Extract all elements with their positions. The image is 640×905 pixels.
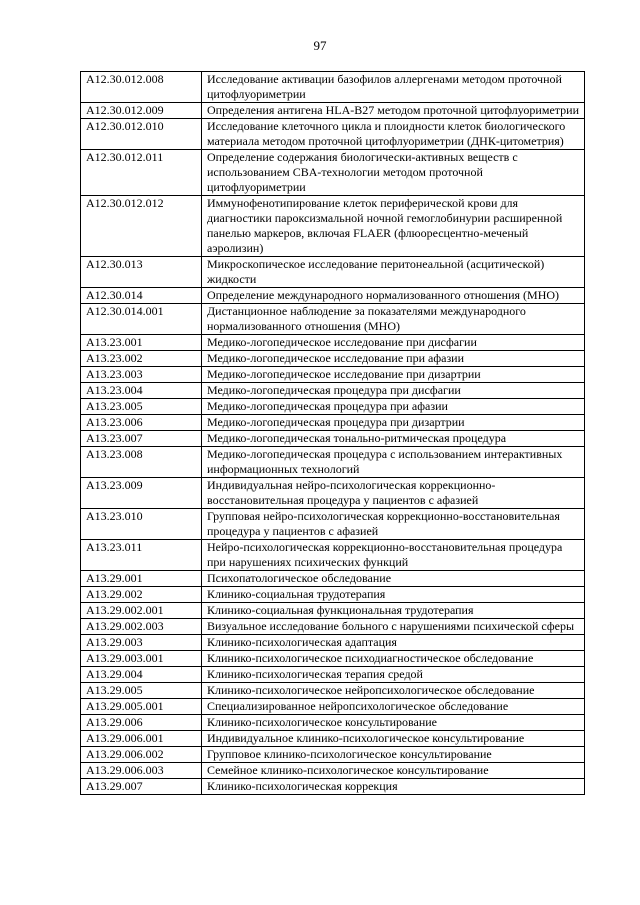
table-row <box>81 635 585 651</box>
service-code-cell: A12.30.012.010 <box>81 119 202 150</box>
table-row <box>81 651 585 667</box>
service-code-cell: A13.29.006 <box>81 715 202 731</box>
table-row <box>81 399 585 415</box>
table-row <box>81 367 585 383</box>
table-row <box>81 509 585 540</box>
table-row <box>81 103 585 119</box>
table-row <box>81 447 585 478</box>
service-code-cell: A13.29.005.001 <box>81 699 202 715</box>
service-name-cell: Групповое клинико-психологическое консультирование <box>202 747 585 763</box>
service-code-cell: A13.29.003.001 <box>81 651 202 667</box>
service-name-cell: Медико-логопедическая процедура при дисфагии <box>202 383 585 399</box>
service-code-cell: A13.29.002 <box>81 587 202 603</box>
service-name-cell: Клинико-психологическая терапия средой <box>202 667 585 683</box>
service-code-cell: A12.30.013 <box>81 257 202 288</box>
table-row <box>81 731 585 747</box>
service-code-cell: A13.29.007 <box>81 779 202 795</box>
table-row <box>81 288 585 304</box>
service-name-cell: Определение международного нормализованного отношения (МНО) <box>202 288 585 304</box>
table-row <box>81 304 585 335</box>
table-row <box>81 715 585 731</box>
service-code-cell: A13.23.011 <box>81 540 202 571</box>
table-row <box>81 415 585 431</box>
service-code-cell: A12.30.012.011 <box>81 150 202 196</box>
service-name-cell: Определения антигена HLA-B27 методом проточной цитофлуориметрии <box>202 103 585 119</box>
service-name-cell: Клинико-психологическая адаптация <box>202 635 585 651</box>
service-name-cell: Визуальное исследование больного с нарушениями психической сферы <box>202 619 585 635</box>
table-row <box>81 571 585 587</box>
service-code-cell: A13.29.006.002 <box>81 747 202 763</box>
service-code-cell: A13.23.009 <box>81 478 202 509</box>
service-name-cell: Медико-логопедическая процедура при дизартрии <box>202 415 585 431</box>
service-code-cell: A13.29.001 <box>81 571 202 587</box>
table-row <box>81 383 585 399</box>
service-code-cell: A13.29.005 <box>81 683 202 699</box>
service-name-cell: Специализированное нейропсихологическое обследование <box>202 699 585 715</box>
table-row <box>81 478 585 509</box>
table-row <box>81 431 585 447</box>
service-name-cell: Медико-логопедическое исследование при дизартрии <box>202 367 585 383</box>
service-name-cell: Клинико-психологическая коррекция <box>202 779 585 795</box>
table-row <box>81 119 585 150</box>
table-row <box>81 72 585 103</box>
service-name-cell: Медико-логопедическая процедура при афазии <box>202 399 585 415</box>
service-code-cell: A13.23.006 <box>81 415 202 431</box>
service-name-cell: Клинико-психологическое нейропсихологическое обследование <box>202 683 585 699</box>
service-name-cell: Клинико-психологическое психодиагностическое обследование <box>202 651 585 667</box>
service-code-cell: A12.30.012.012 <box>81 196 202 257</box>
table-row <box>81 351 585 367</box>
table-row <box>81 603 585 619</box>
service-code-cell: A13.23.007 <box>81 431 202 447</box>
table-row <box>81 257 585 288</box>
table-row <box>81 667 585 683</box>
service-name-cell: Семейное клинико-психологическое консультирование <box>202 763 585 779</box>
services-table <box>80 71 585 795</box>
service-name-cell: Клинико-социальная трудотерапия <box>202 587 585 603</box>
table-body <box>81 72 585 795</box>
table-row <box>81 747 585 763</box>
service-code-cell: A13.29.002.003 <box>81 619 202 635</box>
service-code-cell: A13.29.004 <box>81 667 202 683</box>
service-code-cell: A12.30.012.008 <box>81 72 202 103</box>
service-name-cell: Определение содержания биологически-активных веществ с использованием CBA-технологии методом проточной цитофлуориметрии <box>202 150 585 196</box>
table-row <box>81 683 585 699</box>
service-code-cell: A13.29.002.001 <box>81 603 202 619</box>
service-name-cell: Иммунофенотипирование клеток периферической крови для диагностики пароксизмальной ночной гемоглобинурии расширенной панелью маркеров, включая FLAER (флюоресцентно-меченый аэролизин) <box>202 196 585 257</box>
service-code-cell: A13.23.002 <box>81 351 202 367</box>
service-name-cell: Индивидуальная нейро-психологическая коррекционно-восстановительная процедура у пациентов с афазией <box>202 478 585 509</box>
service-name-cell: Клинико-психологическое консультирование <box>202 715 585 731</box>
table-row <box>81 150 585 196</box>
service-name-cell: Исследование активации базофилов аллергенами методом проточной цитофлуориметрии <box>202 72 585 103</box>
service-name-cell: Нейро-психологическая коррекционно-восстановительная процедура при нарушениях психических функций <box>202 540 585 571</box>
page-number: 97 <box>313 38 327 53</box>
service-code-cell: A13.23.010 <box>81 509 202 540</box>
service-code-cell: A13.23.003 <box>81 367 202 383</box>
table-row <box>81 335 585 351</box>
service-name-cell: Медико-логопедическая тонально-ритмическая процедура <box>202 431 585 447</box>
service-code-cell: A12.30.012.009 <box>81 103 202 119</box>
service-code-cell: A13.29.006.003 <box>81 763 202 779</box>
service-code-cell: A13.23.008 <box>81 447 202 478</box>
service-code-cell: A13.23.005 <box>81 399 202 415</box>
service-name-cell: Психопатологическое обследование <box>202 571 585 587</box>
service-name-cell: Микроскопическое исследование перитонеальной (асцитической) жидкости <box>202 257 585 288</box>
service-name-cell: Групповая нейро-психологическая коррекционно-восстановительная процедура у пациентов с афазией <box>202 509 585 540</box>
table-row <box>81 779 585 795</box>
table-row <box>81 587 585 603</box>
service-code-cell: A12.30.014.001 <box>81 304 202 335</box>
service-code-cell: A13.29.003 <box>81 635 202 651</box>
service-name-cell: Индивидуальное клинико-психологическое консультирование <box>202 731 585 747</box>
service-code-cell: A13.23.001 <box>81 335 202 351</box>
table-row <box>81 699 585 715</box>
service-name-cell: Исследование клеточного цикла и плоидности клеток биологического материала методом проточной цитофлуориметрии (ДНК-цитометрия) <box>202 119 585 150</box>
table-row <box>81 540 585 571</box>
service-name-cell: Клинико-социальная функциональная трудотерапия <box>202 603 585 619</box>
table-row <box>81 619 585 635</box>
table-row <box>81 196 585 257</box>
service-name-cell: Медико-логопедическая процедура с использованием интерактивных информационных технологий <box>202 447 585 478</box>
service-name-cell: Дистанционное наблюдение за показателями международного нормализованного отношения (МНО) <box>202 304 585 335</box>
table-row <box>81 763 585 779</box>
service-code-cell: A13.23.004 <box>81 383 202 399</box>
service-name-cell: Медико-логопедическое исследование при дисфагии <box>202 335 585 351</box>
service-name-cell: Медико-логопедическое исследование при афазии <box>202 351 585 367</box>
service-code-cell: A13.29.006.001 <box>81 731 202 747</box>
service-code-cell: A12.30.014 <box>81 288 202 304</box>
